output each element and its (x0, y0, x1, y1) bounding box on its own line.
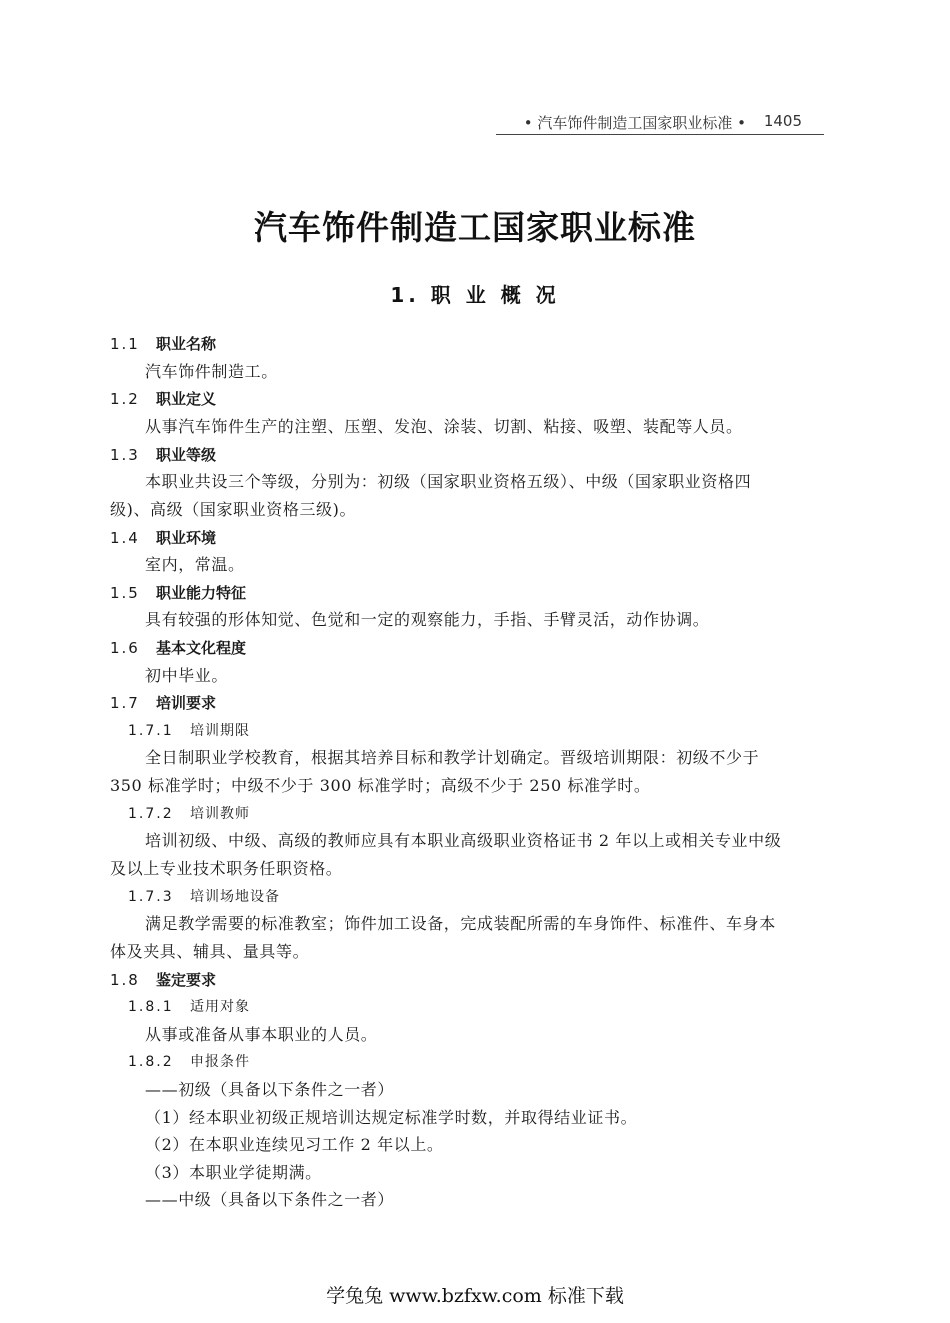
section-number: 1.1 (110, 335, 140, 353)
subsection-heading-1-8-2 (128, 1051, 250, 1073)
subsection-text-1-7-1-line1: 全日制职业学校教育，根据其培养目标和教学计划确定。晋级培训期限：初级不少于 (145, 748, 760, 767)
section-heading-1-3 (110, 444, 216, 466)
list-item: （3）本职业学徒期满。 (145, 1163, 322, 1182)
subsection-title: 培训期限 (190, 723, 250, 739)
subsection-heading-1-7-1 (128, 720, 250, 742)
section-title: 基本文化程度 (156, 639, 247, 657)
section-text-1-3-line1: 本职业共设三个等级，分别为：初级（国家职业资格五级）、中级（国家职业资格四 (145, 472, 752, 491)
document-title: 汽车饰件制造工国家职业标准 (254, 208, 696, 247)
section-number: 1.3 (110, 446, 140, 464)
section-text-1-3-line2: 级)、高级（国家职业资格三级)。 (110, 500, 357, 519)
subsection-number: 1.7.1 (128, 723, 174, 739)
subsection-heading-1-7-2 (128, 803, 250, 825)
section-title: 鉴定要求 (156, 971, 217, 989)
subsection-number: 1.8.2 (128, 1054, 174, 1070)
list-item: ——中级（具备以下条件之一者） (145, 1190, 395, 1209)
section-text-1-6: 初中毕业。 (145, 666, 229, 685)
subsection-text-1-7-2-line1: 培训初级、中级、高级的教师应具有本职业高级职业资格证书 2 年以上或相关专业中级 (145, 831, 782, 850)
list-item: ——初级（具备以下条件之一者） (145, 1080, 395, 1099)
section-text-1-5: 具有较强的形体知觉、色觉和一定的观察能力，手指、手臂灵活，动作协调。 (145, 610, 710, 629)
section-number: 1.5 (110, 584, 140, 602)
section-title: 培训要求 (156, 694, 217, 712)
section-text-1-2: 从事汽车饰件生产的注塑、压塑、发泡、涂装、切割、粘接、吸塑、装配等人员。 (145, 417, 743, 436)
subsection-title: 培训场地设备 (190, 889, 280, 905)
section-heading-1-1 (110, 333, 216, 355)
subsection-text-1-7-3-line2: 体及夹具、辅具、量具等。 (110, 942, 310, 961)
subsection-number: 1.7.2 (128, 806, 174, 822)
section-heading-1-8 (110, 969, 216, 991)
subsection-title: 培训教师 (190, 806, 250, 822)
subsection-number: 1.7.3 (128, 889, 174, 905)
section-heading-1-6 (110, 637, 246, 659)
subsection-text-1-7-1-line2: 350 标准学时；中级不少于 300 标准学时；高级不少于 250 标准学时。 (110, 776, 651, 795)
section-heading-1-4 (110, 527, 216, 549)
section-title: 职业定义 (156, 390, 217, 408)
section-number: 1.6 (110, 639, 140, 657)
section-title: 职业能力特征 (156, 584, 247, 602)
subsection-text-1-7-2-line2: 及以上专业技术职务任职资格。 (110, 859, 343, 878)
subsection-heading-1-7-3 (128, 886, 280, 908)
chapter-title: 1. 职 业 概 况 (390, 283, 560, 307)
section-text-1-1: 汽车饰件制造工。 (145, 362, 278, 381)
section-heading-1-2 (110, 388, 216, 410)
section-number: 1.8 (110, 971, 140, 989)
section-heading-1-7 (110, 692, 216, 714)
subsection-heading-1-8-1 (128, 996, 250, 1018)
running-header-title: • 汽车饰件制造工国家职业标准 • (523, 114, 746, 132)
section-title: 职业等级 (156, 446, 217, 464)
subsection-text-1-7-3-line1: 满足教学需要的标准教室；饰件加工设备，完成装配所需的车身饰件、标准件、车身本 (145, 914, 776, 933)
section-number: 1.7 (110, 694, 140, 712)
list-item: （2）在本职业连续见习工作 2 年以上。 (145, 1135, 444, 1154)
list-item: （1）经本职业初级正规培训达规定标准学时数，并取得结业证书。 (145, 1108, 638, 1127)
subsection-number: 1.8.1 (128, 999, 174, 1015)
section-text-1-4: 室内，常温。 (145, 555, 245, 574)
page-number: 1405 (763, 112, 802, 130)
running-header (496, 110, 824, 135)
subsection-text-1-8-1: 从事或准备从事本职业的人员。 (145, 1025, 378, 1044)
section-title: 职业名称 (156, 335, 217, 353)
section-title: 职业环境 (156, 529, 217, 547)
footer-watermark: 学兔兔 www.bzfxw.com 标准下载 (326, 1285, 624, 1307)
section-number: 1.2 (110, 390, 140, 408)
section-number: 1.4 (110, 529, 140, 547)
subsection-title: 申报条件 (190, 1054, 250, 1070)
subsection-title: 适用对象 (190, 999, 250, 1015)
section-heading-1-5 (110, 582, 246, 604)
